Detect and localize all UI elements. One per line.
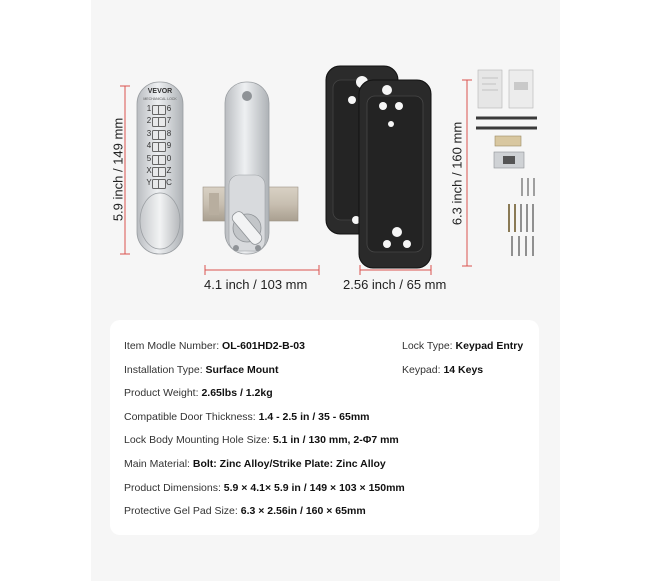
spec-value: 5.1 in / 130 mm, 2-Φ7 mm [272,434,399,447]
spec-label: Main Material: [124,458,193,470]
spec-value: Keypad Entry [455,340,524,352]
keypad-key: 3 [142,129,156,139]
spec-value: Surface Mount [205,363,279,376]
keypad-caption: MECHANICAL LOCK [143,97,177,101]
specification-card [110,320,539,535]
spec-label: Compatible Door Thickness: [124,410,259,423]
spec-value: OL-601HD2-B-03 [222,340,305,352]
spec-value: Bolt: Zinc Alloy/Strike Plate: Zinc Alloy [192,458,386,470]
spec-label: Product Dimensions: [124,481,224,494]
spec-left-row [124,482,405,494]
pad-width-label: 2.56 inch / 65 mm [343,277,447,292]
keypad-key: 1 [142,104,156,114]
keypad-key: 6 [162,104,176,114]
spec-left-row [124,411,370,423]
keypad-key: 7 [162,116,176,126]
spec-label: Installation Type: [124,363,206,376]
keypad-key: Z [162,166,176,176]
pad-height-label: 6.3 inch / 160 mm [449,121,465,226]
lock-mechanism [203,82,298,254]
keypad-key: X [142,166,156,176]
lock-height-label: 5.9 inch / 149 mm [110,117,126,222]
spec-value: 5.9 × 4.1× 5.9 in / 149 × 103 × 150mm [223,481,405,494]
spec-left-row [124,458,386,470]
spec-left-row [124,434,399,446]
spec-left-row [124,505,366,517]
keypad-key: 8 [162,129,176,139]
lock-width-label: 4.1 inch / 103 mm [204,277,308,292]
spec-label: Lock Type: [402,340,456,352]
spec-value: 6.3 × 2.56in / 160 × 65mm [240,505,366,518]
spec-value: 1.4 - 2.5 in / 35 - 65mm [258,410,370,423]
keypad-brand: VEVOR [147,88,173,95]
spec-value: 14 Keys [443,363,484,376]
spec-label: Item Modle Number: [124,340,223,352]
keypad-key: C [162,178,176,188]
spec-label: Lock Body Mounting Hole Size: [124,434,273,447]
spec-label: Protective Gel Pad Size: [124,505,241,518]
spec-right-row [402,340,523,352]
lock-width-dimension [205,265,319,275]
keypad-key: 2 [142,116,156,126]
keypad-key: 9 [162,141,176,151]
spec-label: Product Weight: [124,387,202,400]
spec-left-row [124,387,273,399]
keypad-key: 0 [162,154,176,164]
product-illustration [91,0,560,310]
spec-left-row [124,340,305,352]
keypad-key: 4 [142,141,156,151]
spec-left-row [124,364,278,376]
accessories [476,70,537,256]
keypad-key: Y [142,178,156,188]
spec-value: 2.65lbs / 1.2kg [201,387,273,400]
keypad-key: 5 [142,154,156,164]
protective-gel-pads [326,66,431,268]
spec-right-row [402,364,483,376]
spec-label: Keypad: [402,363,444,376]
